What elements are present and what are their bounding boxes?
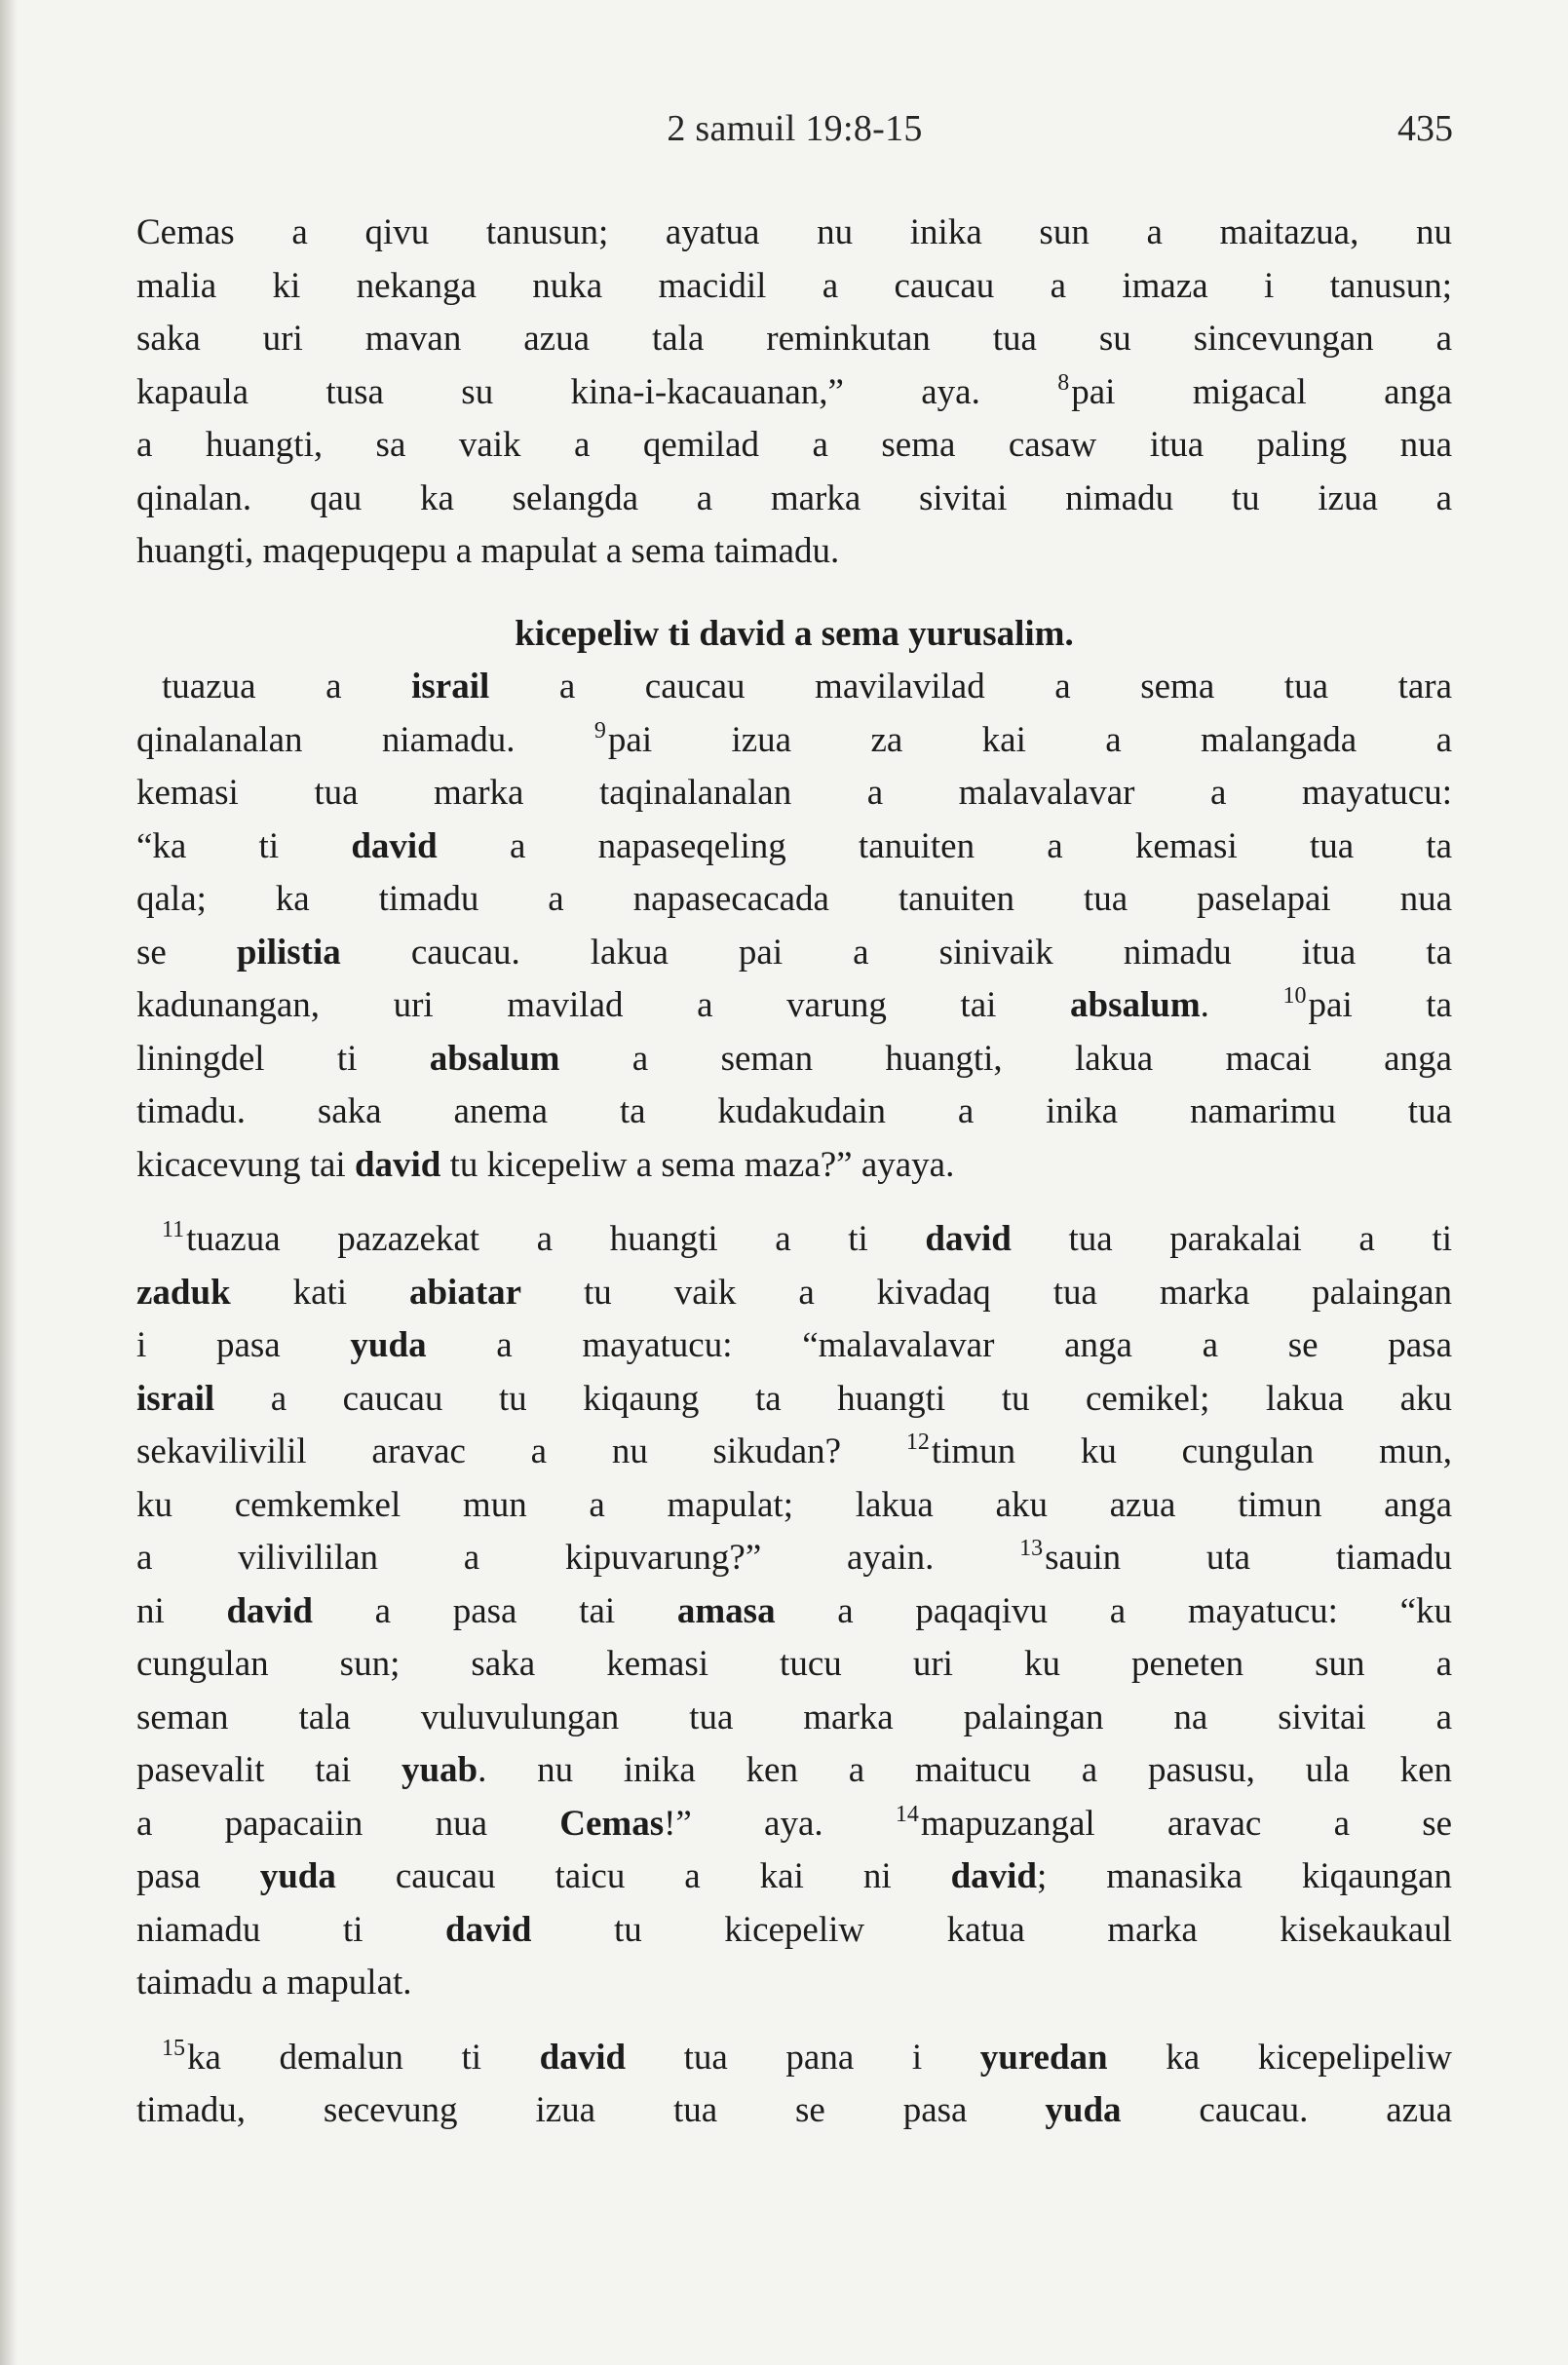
text-line: kadunangan, uri mavilad a varung tai absalum. $^{10}$pai ta	[136, 983, 1453, 1025]
verse-number: 11	[162, 1217, 185, 1242]
section-heading: kicepeliw ti david a sema yurusalim.	[515, 613, 1074, 654]
verse-number: 12	[905, 1430, 930, 1455]
text-line: $^{15}$ka demalun ti david tua pana i yuredan ka kicepelipeliw	[162, 2035, 1453, 2078]
text-line: a huangti, sa vaik a qemilad a sema casaw itua paling nua	[136, 425, 1452, 465]
text-line: a vilivililan a kipuvarung?” ayain. $^{13}$sauin uta tiamadu	[136, 1536, 1452, 1578]
verse-number: 9	[593, 717, 606, 744]
page-body	[136, 207, 1452, 2138]
text-line: zaduk kati abiatar tu vaik a kivadaq tua marka palaingan	[136, 1272, 1453, 1313]
page-title: 2 samuil 19:8-15	[667, 108, 923, 149]
verse-number: 13	[1019, 1536, 1044, 1561]
text-line: Cemas a qivu tanusun; ayatua nu inika sun a maitazua, nu	[136, 212, 1452, 252]
verse-number: 10	[1282, 983, 1307, 1009]
text-line: liningdel ti absalum a seman huangti, lakua macai anga	[136, 1038, 1452, 1079]
text-line: pasa yuda caucau taicu a kai ni david; manasika kiqaungan	[136, 1856, 1453, 1896]
text-line: tuazua a israil a caucau mavilavilad a sema tua tara	[162, 667, 1453, 706]
text-line: se pilistia caucau. lakua pai a sinivaik nimadu itua ta	[136, 932, 1453, 973]
text-line: israil a caucau tu kiqaung ta huangti tu cemikel; lakua aku	[136, 1378, 1453, 1419]
page-number: 435	[1397, 108, 1453, 149]
text-line: pasevalit tai yuab. nu inika ken a maitucu a pasusu, ula ken	[136, 1750, 1452, 1790]
text-line: huangti, maqepuqepu a mapulat a sema taimadu.	[136, 531, 840, 571]
text-line: taimadu a mapulat.	[136, 1963, 412, 2003]
text-line: sekavilivilil aravac a nu sikudan? $^{12}$timun ku cungulan mun,	[136, 1430, 1452, 1471]
text-line: saka uri mavan azua tala reminkutan tua su sincevungan a	[136, 319, 1452, 359]
text-line: cungulan sun; saka kemasi tucu uri ku peneten sun a	[136, 1644, 1452, 1684]
text-line: timadu, secevung izua tua se pasa yuda caucau. azua	[136, 2090, 1453, 2130]
verse-number: 8	[1057, 369, 1070, 396]
text-line: $^{11}$tuazua pazazekat a huangti a ti david tua parakalai a ti	[162, 1217, 1452, 1259]
text-line: kemasi tua marka taqinalanalan a malavalavar a mayatucu:	[136, 773, 1452, 813]
text-line: malia ki nekanga nuka macidil a caucau a imaza i tanusun;	[136, 265, 1452, 306]
text-line: timadu. saka anema ta kudakudain a inika namarimu tua	[136, 1091, 1452, 1131]
text-line: a papacaiin nua Cemas!” aya. $^{14}$mapuzangal aravac a se	[136, 1801, 1453, 1844]
running-header	[136, 107, 1453, 166]
text-line: kapaula tusa su kina-i-kacauanan,” aya. $^8$pai migacal anga	[136, 369, 1452, 412]
text-line: qala; ka timadu a napasecacada tanuiten tua paselapai nua	[136, 879, 1452, 919]
text-line: kicacevung tai david tu kicepeliw a sema maza?” ayaya.	[136, 1144, 955, 1185]
verse-number: 14	[895, 1801, 919, 1827]
text-line: seman tala vuluvulungan tua marka palaingan na sivitai a	[136, 1697, 1452, 1737]
text-line: “ka ti david a napaseqeling tanuiten a kemasi tua ta	[136, 825, 1453, 866]
text-line: qinalanalan niamadu. $^9$pai izua za kai a malangada a	[136, 717, 1453, 760]
text-line: qinalan. qau ka selangda a marka sivitai nimadu tu izua a	[136, 477, 1452, 518]
text-line: ku cemkemkel mun a mapulat; lakua aku azua timun anga	[136, 1484, 1452, 1525]
text-line: ni david a pasa tai amasa a paqaqivu a mayatucu: “ku	[136, 1590, 1453, 1631]
text-line: niamadu ti david tu kicepeliw katua marka kisekaukaul	[136, 1909, 1453, 1950]
verse-number: 15	[162, 2035, 185, 2061]
page-spine-shadow	[0, 0, 18, 2365]
text-line: i pasa yuda a mayatucu: “malavalavar anga a se pasa	[136, 1325, 1453, 1365]
